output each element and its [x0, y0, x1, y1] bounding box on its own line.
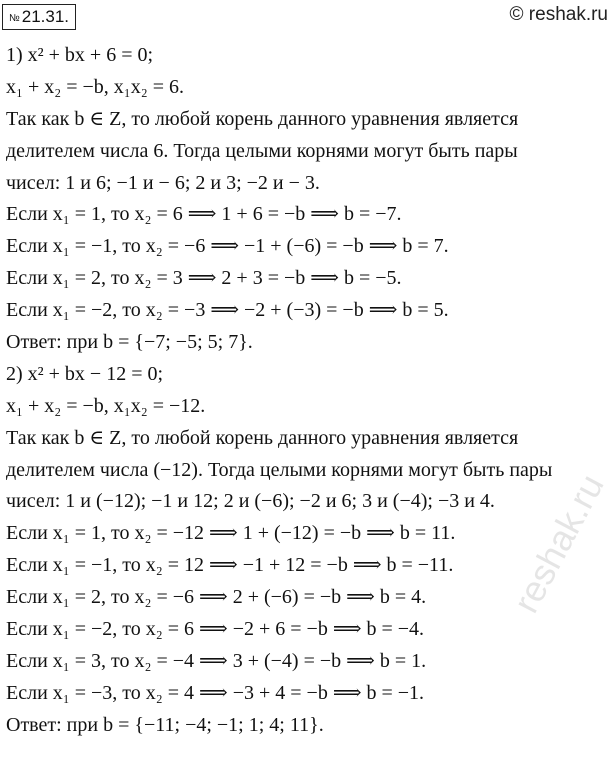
text-line: Если x₁ = 2, то x₂ = 3 ⟹ 2 + 3 = −b ⟹ b = −5. — [6, 267, 402, 290]
text-line: Если x₁ = 1, то x₂ = 6 ⟹ 1 + 6 = −b ⟹ b = −7. — [6, 203, 402, 226]
text-line: Если x₁ = −1, то x₂ = 12 ⟹ −1 + 12 = −b ⟹ b = −11. — [6, 554, 454, 577]
answer-line: Ответ: при b = {−7; −5; 5; 7}. — [6, 331, 253, 354]
text-line: Если x₁ = 3, то x₂ = −4 ⟹ 3 + (−4) = −b ⟹ b = 1. — [6, 649, 427, 672]
problem-number-box — [2, 4, 76, 30]
solution-text — [6, 40, 610, 742]
number-sign: № — [9, 13, 20, 24]
answer-line: Ответ: при b = {−11; −4; −1; 1; 4; 11}. — [6, 713, 324, 736]
text-line: x₁ + x₂ = −b, x₁x₂ = 6. — [6, 75, 185, 98]
text-line: 1) x² + bx + 6 = 0; — [6, 44, 154, 66]
text-line: Если x₁ = 2, то x₂ = −6 ⟹ 2 + (−6) = −b ⟹ b = 4. — [6, 586, 427, 609]
text-line: 2) x² + bx − 12 = 0; — [6, 362, 164, 385]
text-line: чисел: 1 и (−12); −1 и 12; 2 и (−6); −2 и 6; 3 и (−4); −3 и 4. — [6, 490, 495, 513]
text-line: x₁ + x₂ = −b, x₁x₂ = −12. — [6, 394, 206, 417]
problem-number: 21.31. — [21, 7, 69, 26]
text-line: делителем числа 6. Тогда целыми корнями могут быть пары — [6, 139, 518, 162]
text-line: делителем числа (−12). Тогда целыми корнями могут быть пары — [6, 458, 553, 481]
text-line: Так как b ∈ Z, то любой корень данного уравнения является — [6, 426, 519, 449]
text-line: Если x₁ = −3, то x₂ = 4 ⟹ −3 + 4 = −b ⟹ b = −1. — [6, 681, 425, 704]
text-line: Если x₁ = −1, то x₂ = −6 ⟹ −1 + (−6) = −b ⟹ b = 7. — [6, 235, 449, 258]
site-copyright: © reshak.ru — [509, 4, 608, 25]
header — [0, 0, 614, 34]
text-line: чисел: 1 и 6; −1 и − 6; 2 и 3; −2 и − 3. — [6, 171, 320, 194]
watermark: reshak.ru — [505, 467, 612, 620]
text-line: Если x₁ = 1, то x₂ = −12 ⟹ 1 + (−12) = −b ⟹ b = 11. — [6, 522, 456, 545]
text-line: Так как b ∈ Z, то любой корень данного уравнения является — [6, 107, 519, 130]
text-line: Если x₁ = −2, то x₂ = 6 ⟹ −2 + 6 = −b ⟹ b = −4. — [6, 618, 425, 641]
text-line: Если x₁ = −2, то x₂ = −3 ⟹ −2 + (−3) = −b ⟹ b = 5. — [6, 299, 449, 322]
